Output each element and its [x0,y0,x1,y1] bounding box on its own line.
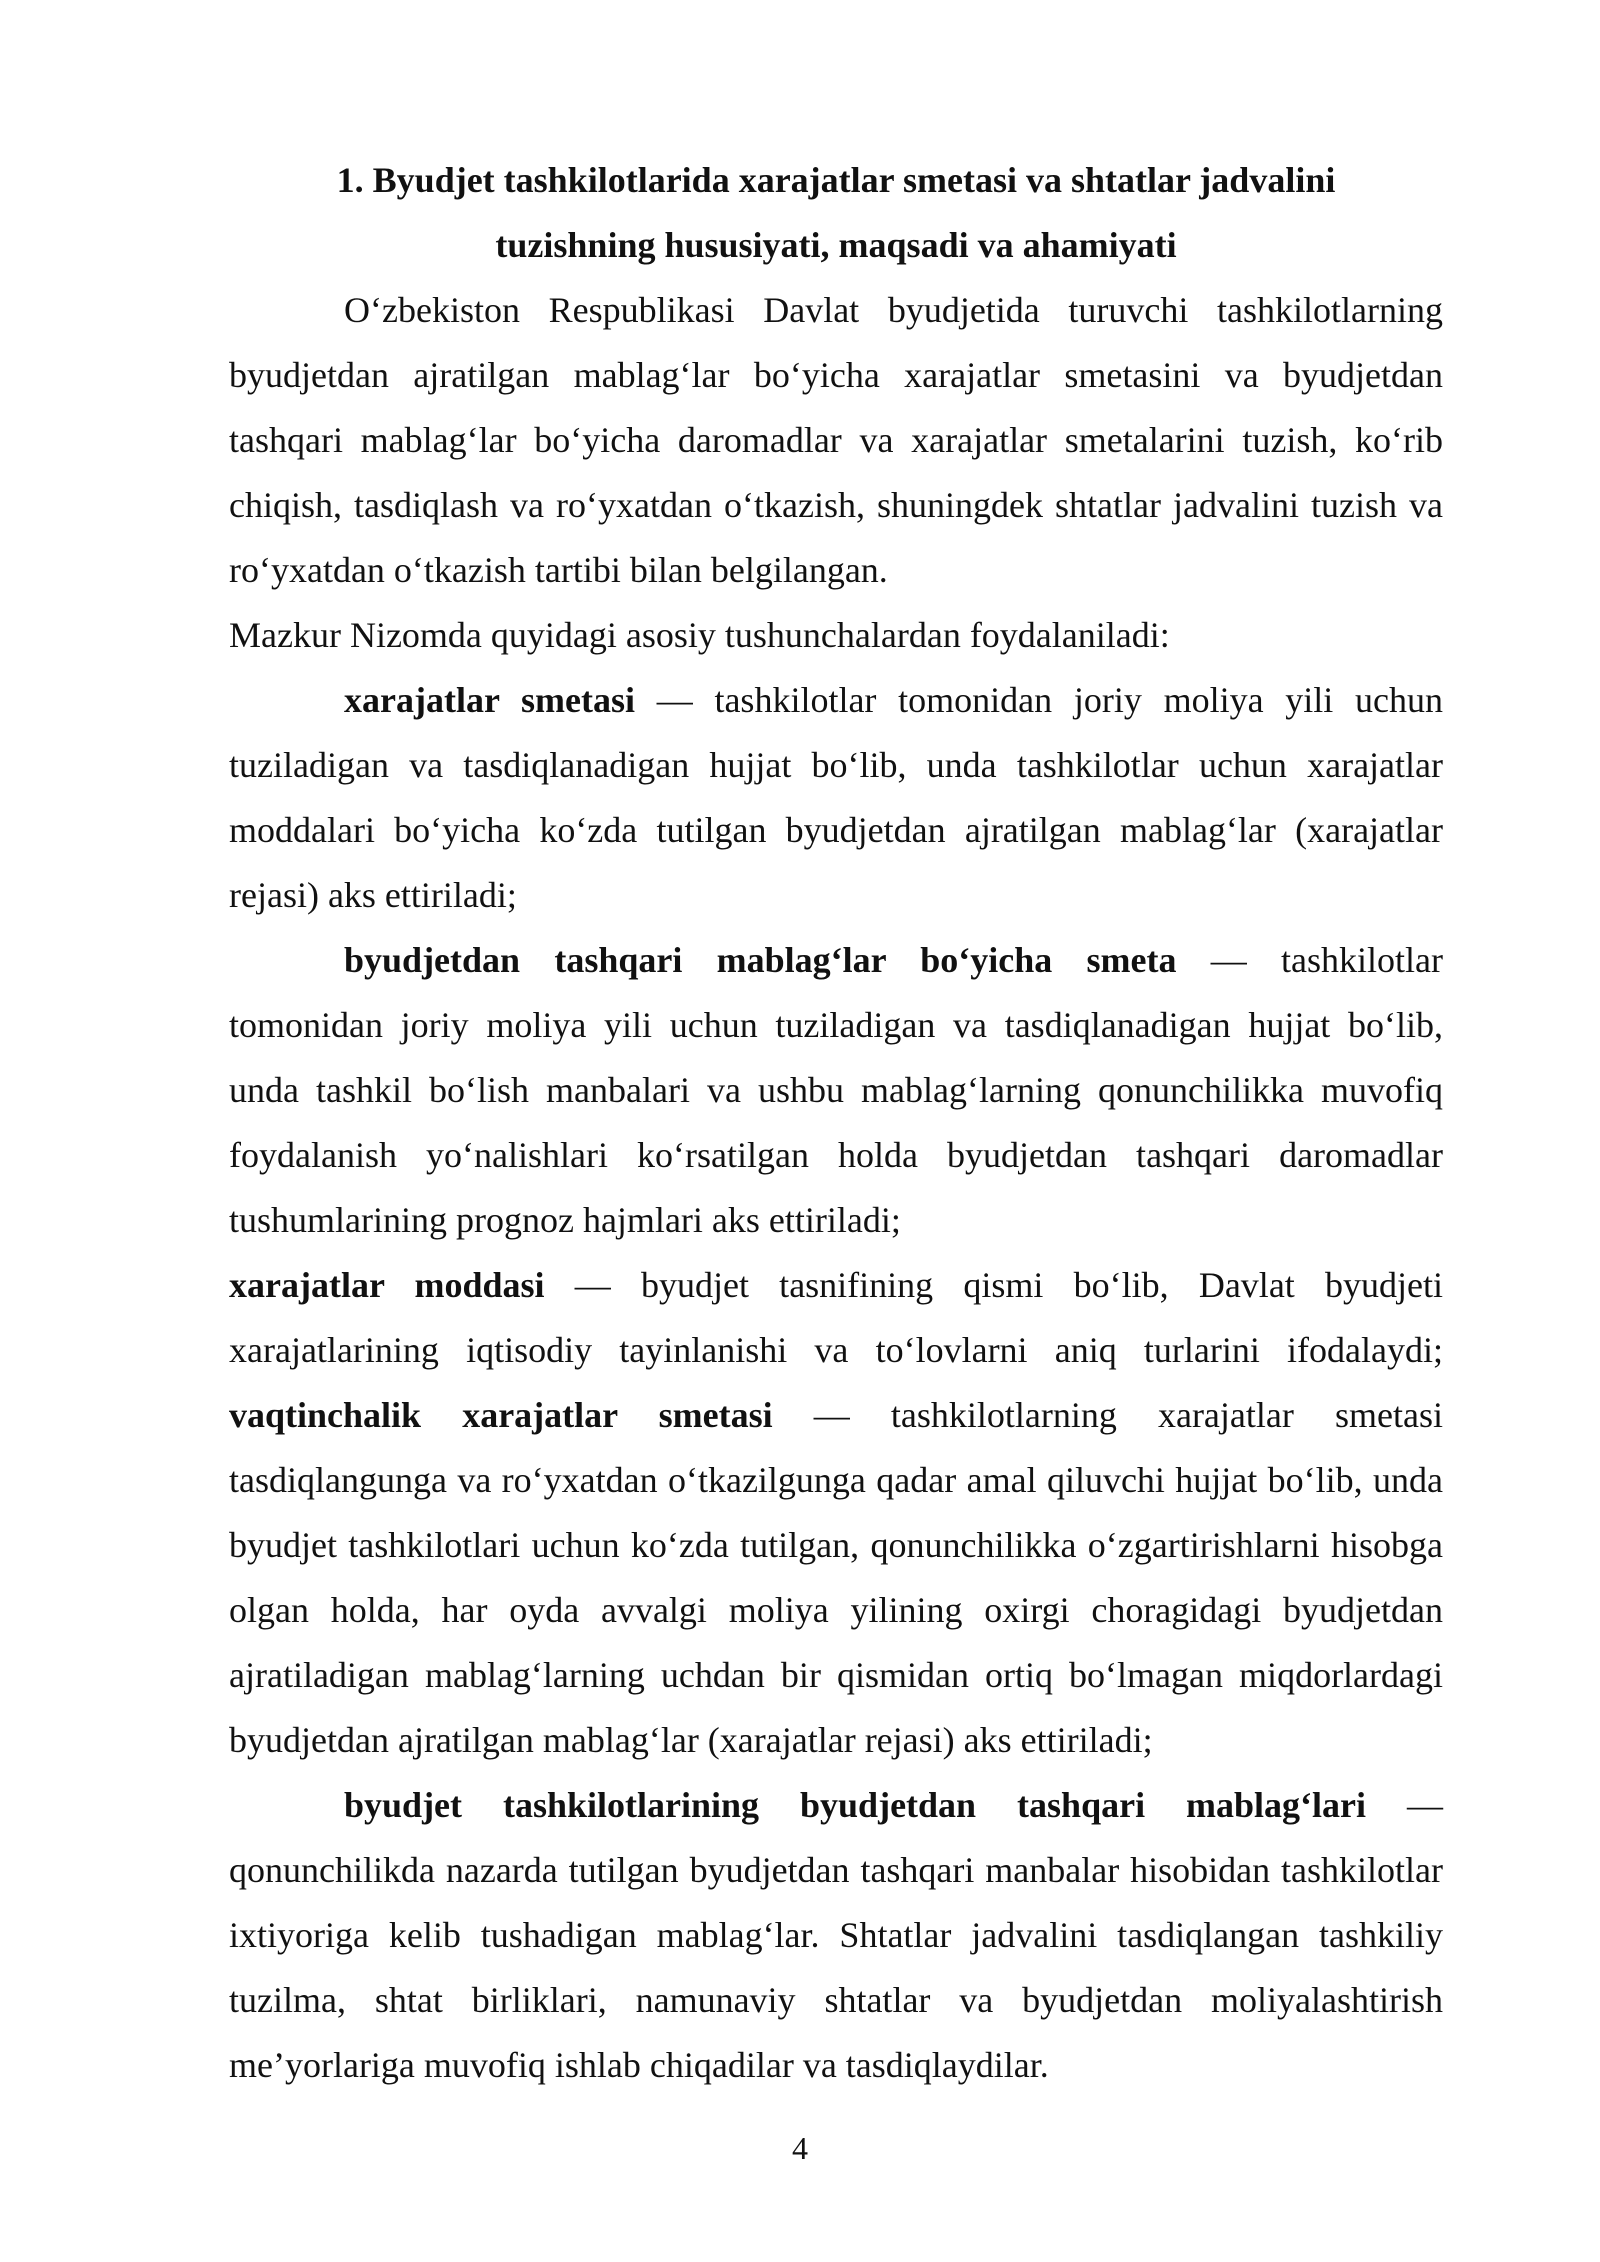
section-title-line-2: tuzishning hususiyati, maqsadi va ahamiyati [495,225,1177,265]
intro-paragraph: O‘zbekiston Respublikasi Davlat byudjetida turuvchi tashkilotlarning byudjetdan ajratilgan mablag‘lar bo‘yicha xarajatlar smetasini va byudjetdan tashqari mablag‘lar bo‘yicha daromadlar va xarajatlar smetalarini tuzish, ko‘rib chiqish, tasdiqlash va ro‘yxatdan o‘tkazish, shuningdek shtatlar jadvalini tuzish va ro‘yxatdan o‘tkazish tartibi bilan belgilangan. [229,290,1443,590]
section-title-line-1: 1. Byudjet tashkilotlarida xarajatlar smetasi va shtatlar jadvalini [336,160,1336,200]
definition-term: byudjet tashkilotlarining byudjetdan tashqari mablag‘lari [344,1785,1367,1825]
page-number: 4 [792,2130,808,2166]
definition-text: — tashkilotlar tomonidan joriy moliya yili uchun tuziladigan va tasdiqlanadigan hujjat bo‘lib, unda tashkilotlar uchun xarajatlar moddalari bo‘yicha ko‘zda tutilgan byudjetdan ajratilgan mablag‘lar (xarajatlar rejasi) aks ettiriladi; [229,680,1443,915]
definition-term: xarajatlar smetasi [344,680,635,720]
definition-text: — qonunchilikda nazarda tutilgan byudjetdan tashqari manbalar hisobidan tashkilotlar ixtiyoriga kelib tushadigan mablag‘lar. Shtatlar jadvalini tasdiqlangan tashkiliy tuzilma, shtat birliklari, namunaviy shtatlar va byudjetdan moliyalashtirish me’yorlariga muvofiq ishlab chiqadilar va tasdiqlaydilar. [229,1785,1443,2085]
definition-extrabudgetary-estimate [229,928,1443,1253]
section-title [229,148,1443,278]
definition-term: xarajatlar moddasi [229,1265,545,1305]
definition-text: — tashkilotlar tomonidan joriy moliya yili uchun tuziladigan va tasdiqlanadigan hujjat bo‘lib, unda tashkil bo‘lish manbalari va ushbu mablag‘larning qonunchilikka muvofiq foydalanish yo‘nalishlari ko‘rsatilgan holda byudjetdan tashqari daromadlar tushumlarining prognoz hajmlari aks ettiriladi; [229,940,1443,1240]
concepts-lead-paragraph: Mazkur Nizomda quyidagi asosiy tushunchalardan foydalaniladi: [229,615,1170,655]
definition-expense-estimate [229,668,1443,928]
definition-extrabudgetary-funds [229,1773,1443,2098]
definition-text: — tashkilotlarning xarajatlar smetasi tasdiqlangunga va ro‘yxatdan o‘tkazilgunga qadar amal qiluvchi hujjat bo‘lib, unda byudjet tashkilotlari uchun ko‘zda tutilgan, qonunchilikka o‘zgartirishlarni hisobga olgan holda, har oyda avvalgi moliya yilining oxirgi choragidagi byudjetdan ajratiladigan mablag‘larning uchdan bir qismidan ortiq bo‘lmagan miqdorlardagi byudjetdan ajratilgan mablag‘lar (xarajatlar rejasi) aks ettiriladi; [229,1395,1443,1760]
definition-expense-item [229,1253,1443,1773]
definition-term: vaqtinchalik xarajatlar smetasi [229,1395,773,1435]
definition-term: byudjetdan tashqari mablag‘lar bo‘yicha smeta [344,940,1177,980]
definition-text: — byudjet tasnifining qismi bo‘lib, Davlat byudjeti xarajatlarining iqtisodiy tayinlanishi va to‘lovlarni aniq turlarini ifodalaydi; [229,1265,1443,1370]
page-content [229,148,1443,2098]
